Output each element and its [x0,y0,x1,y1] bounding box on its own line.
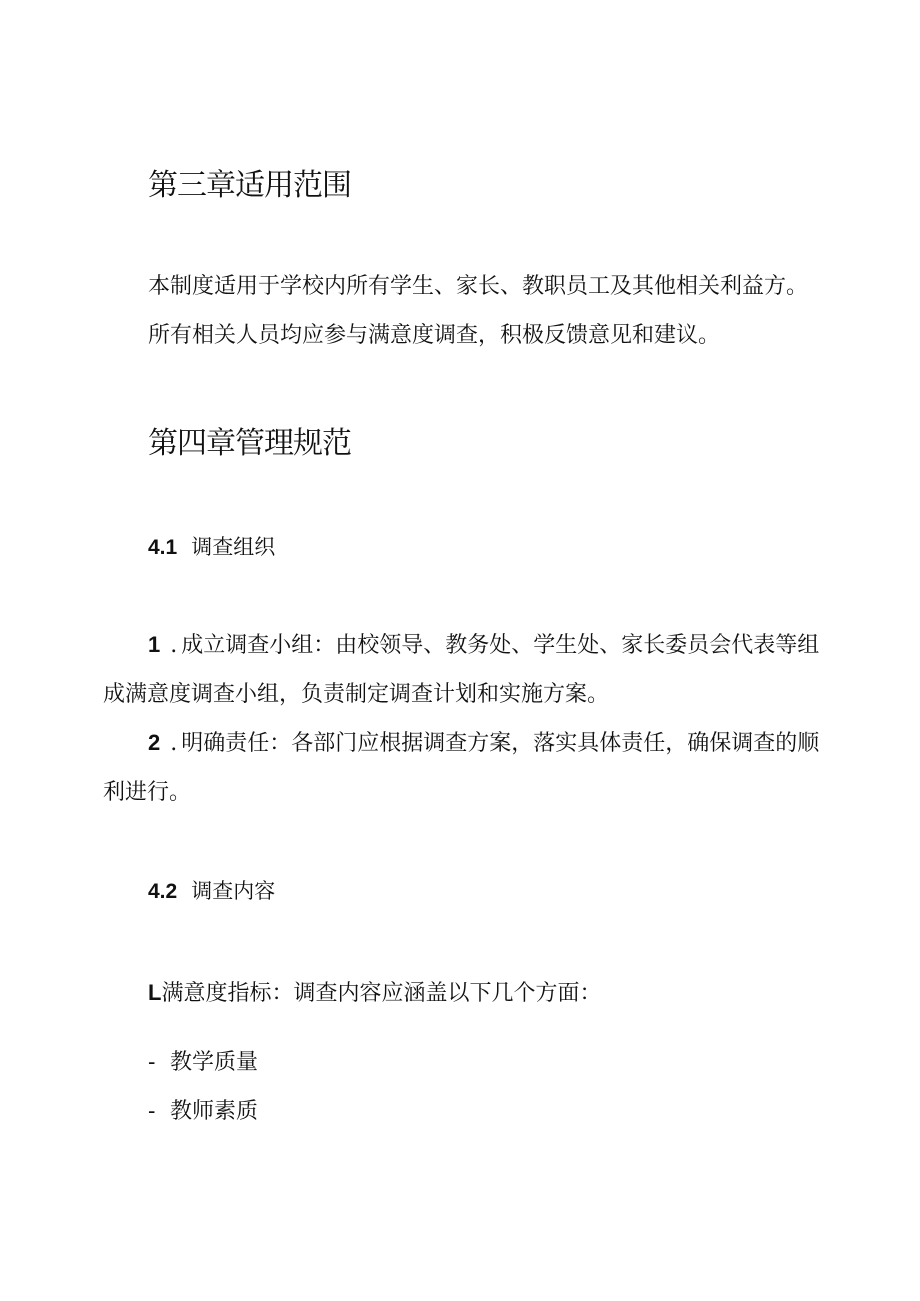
chapter3-body [103,262,823,360]
item-1-text: 成立调查小组：由校领导、教务处、学生处、家长委员会代表等组成满意度调查小组，负责制定调查计划和实施方案。 [103,633,820,707]
bullet-dash: - [148,1050,156,1075]
item-2-text: 明确责任：各部门应根据调查方案，落实具体责任，确保调查的顺利进行。 [103,731,820,805]
bullet-item-1 [148,1048,258,1078]
bullet-dash: - [148,1099,156,1124]
bullet-text: 教师素质 [170,1099,259,1124]
item-1-number: 1 [148,632,161,657]
section-4-2-lead [103,968,823,1018]
chapter3-body-text: 本制度适用于学校内所有学生、家长、教职员工及其他相关利益方。所有相关人员均应参与满意度调查，积极反馈意见和建议。 [148,274,809,348]
section-4-1-number: 4.1 [148,536,178,559]
section-4-1-heading [148,533,275,562]
lead-marker: L [148,980,162,1005]
section-4-1-item-1 [103,620,823,719]
section-4-1-item-2 [103,718,823,817]
item-1-separator: . [170,633,178,658]
item-2-separator: . [170,731,178,756]
chapter3-title: 第三章适用范围 [148,168,351,203]
section-4-1-title: 调查组织 [191,535,276,559]
bullet-text: 教学质量 [170,1050,259,1075]
section-4-2-title: 调查内容 [191,879,276,903]
lead-text: 满意度指标：调查内容应涵盖以下几个方面： [161,981,602,1006]
chapter4-title: 第四章管理规范 [148,426,351,461]
bullet-item-2 [148,1097,258,1127]
section-4-2-number: 4.2 [148,880,178,903]
section-4-2-heading [148,877,275,906]
item-2-number: 2 [148,730,161,755]
